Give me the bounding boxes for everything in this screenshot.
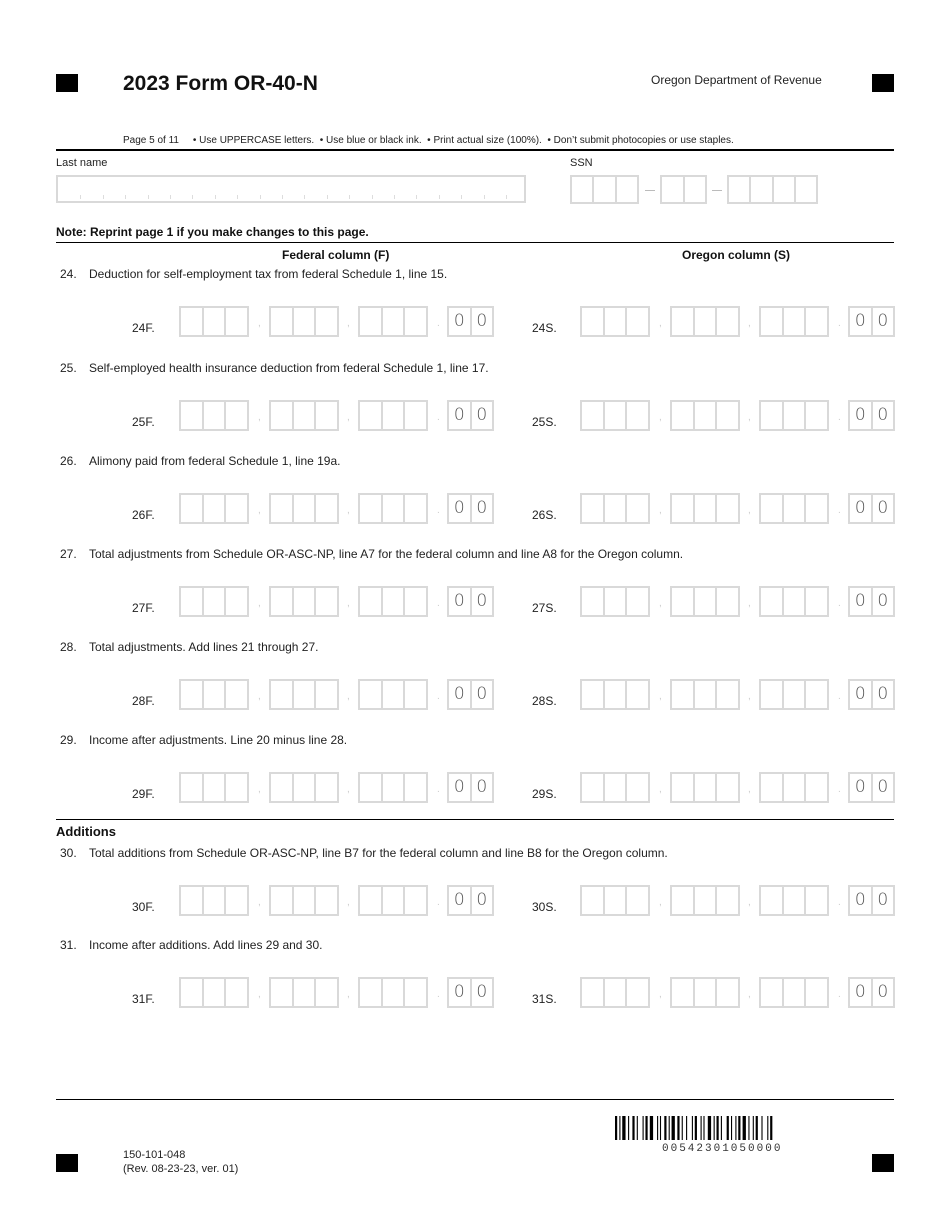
line-26f-amount-group-1[interactable] [179, 493, 249, 524]
character-tick [439, 195, 440, 199]
line-31f-amount-group-2[interactable] [269, 977, 339, 1008]
form-revision: (Rev. 08-23-23, ver. 01) [123, 1163, 239, 1175]
thousands-separator: , [659, 412, 662, 423]
ssn-dash [712, 190, 722, 191]
character-tick [304, 195, 305, 199]
thousands-separator: , [347, 505, 350, 516]
thousands-separator: , [748, 505, 751, 516]
decimal-point: . [838, 505, 841, 516]
line-24s-amount-group-2[interactable] [670, 306, 740, 337]
decimal-point: . [437, 598, 440, 609]
cents-digit: 0 [854, 311, 866, 331]
thousands-separator: , [748, 897, 751, 908]
ssn-field-part3[interactable] [727, 175, 818, 204]
cents-digit: 0 [871, 495, 894, 522]
line-24s-amount-group-1[interactable] [580, 306, 650, 337]
line-28f-amount-group-2[interactable] [269, 679, 339, 710]
character-tick [148, 195, 149, 199]
line-26f-cents[interactable] [447, 493, 494, 524]
line-29f-cents[interactable] [447, 772, 494, 803]
line-28-description [60, 640, 318, 654]
line-number: 24. [60, 267, 77, 281]
cents-digit: 0 [871, 979, 894, 1006]
additions-divider [56, 819, 894, 820]
decimal-point: . [437, 691, 440, 702]
line-30f-amount-group-1[interactable] [179, 885, 249, 916]
cents-digit: 0 [871, 681, 894, 708]
barcode-bar [743, 1116, 746, 1140]
line-26f-amount-group-3[interactable] [358, 493, 428, 524]
line-30f-cents[interactable] [447, 885, 494, 916]
thousands-separator: , [748, 318, 751, 329]
header-divider [56, 149, 894, 151]
line-30f-amount-group-2[interactable] [269, 885, 339, 916]
thousands-separator: , [258, 691, 261, 702]
barcode-bar [650, 1116, 653, 1140]
thousands-separator: , [258, 505, 261, 516]
barcode-bar [701, 1116, 702, 1140]
line-29s-cents[interactable] [848, 772, 895, 803]
cents-digit: 0 [453, 311, 465, 331]
cents-digit: 0 [470, 308, 493, 335]
barcode-bar [664, 1116, 666, 1140]
line-number: 30. [60, 846, 77, 860]
line-28s-amount-group-3[interactable] [759, 679, 829, 710]
line-27f-amount-group-1[interactable] [179, 586, 249, 617]
line-30s-amount-group-3[interactable] [759, 885, 829, 916]
character-tick [192, 195, 193, 199]
decimal-point: . [437, 412, 440, 423]
line-31f-label: 31F. [132, 992, 155, 1006]
line-number: 26. [60, 454, 77, 468]
line-number: 27. [60, 547, 77, 561]
barcode-bar [672, 1116, 675, 1140]
barcode-bar [622, 1116, 625, 1140]
line-30-description [60, 846, 668, 860]
form-number: 150-101-048 [123, 1149, 186, 1161]
barcode-bar [703, 1116, 704, 1140]
line-24s-cents[interactable] [848, 306, 895, 337]
character-tick [125, 195, 126, 199]
character-tick [103, 195, 104, 199]
line-29s-amount-group-3[interactable] [759, 772, 829, 803]
character-tick [461, 195, 462, 199]
line-28s-amount-group-1[interactable] [580, 679, 650, 710]
line-25f-label: 25F. [132, 415, 155, 429]
form-title: 2023 Form OR-40-N [123, 72, 318, 95]
line-text: Income after additions. Add lines 29 and 30. [89, 938, 323, 952]
character-tick [260, 195, 261, 199]
cents-digit: 0 [854, 684, 866, 704]
line-26f-amount-group-2[interactable] [269, 493, 339, 524]
note-divider [56, 242, 894, 243]
barcode-bar [735, 1116, 736, 1140]
decimal-point: . [437, 784, 440, 795]
barcode-bar [748, 1116, 749, 1140]
thousands-separator: , [258, 989, 261, 1000]
decimal-point: . [838, 598, 841, 609]
character-tick [327, 195, 328, 199]
line-25f-amount-group-1[interactable] [179, 400, 249, 431]
cents-digit: 0 [453, 777, 465, 797]
barcode-bar [767, 1116, 768, 1140]
oregon-column-heading: Oregon column (S) [682, 248, 790, 262]
line-24s-amount-group-3[interactable] [759, 306, 829, 337]
line-25s-amount-group-2[interactable] [670, 400, 740, 431]
line-26s-amount-group-1[interactable] [580, 493, 650, 524]
character-tick [394, 195, 395, 199]
barcode-bar [660, 1116, 661, 1140]
line-31s-amount-group-2[interactable] [670, 977, 740, 1008]
barcode-bar [645, 1116, 647, 1140]
decimal-point: . [838, 989, 841, 1000]
line-28s-cents[interactable] [848, 679, 895, 710]
decimal-point: . [838, 897, 841, 908]
line-31s-amount-group-3[interactable] [759, 977, 829, 1008]
line-24f-amount-group-3[interactable] [358, 306, 428, 337]
thousands-separator: , [748, 691, 751, 702]
line-24f-cents[interactable] [447, 306, 494, 337]
barcode-bar [753, 1116, 754, 1140]
reprint-note: Note: Reprint page 1 if you make changes to this page. [56, 225, 369, 239]
thousands-separator: , [258, 784, 261, 795]
line-25f-amount-group-2[interactable] [269, 400, 339, 431]
line-26f-label: 26F. [132, 508, 155, 522]
thousands-separator: , [347, 412, 350, 423]
ssn-dash [645, 190, 655, 191]
thousands-separator: , [347, 691, 350, 702]
line-26-description [60, 454, 340, 468]
barcode-bar [717, 1116, 719, 1140]
line-28s-amount-group-2[interactable] [670, 679, 740, 710]
cents-digit: 0 [871, 774, 894, 801]
line-30s-amount-group-2[interactable] [670, 885, 740, 916]
barcode-bar [657, 1116, 658, 1140]
page-instructions: Page 5 of 11 • Use UPPERCASE letters. • Use blue or black ink. • Print actual size (100%). • Don’t submit photocopies or use staples. [123, 135, 734, 146]
thousands-separator: , [659, 505, 662, 516]
line-text: Deduction for self-employment tax from federal Schedule 1, line 15. [89, 267, 448, 281]
line-27f-amount-group-2[interactable] [269, 586, 339, 617]
cents-digit: 0 [470, 774, 493, 801]
character-tick [416, 195, 417, 199]
line-29f-amount-group-2[interactable] [269, 772, 339, 803]
cents-digit: 0 [470, 887, 493, 914]
barcode-bar [615, 1116, 617, 1140]
line-28f-amount-group-3[interactable] [358, 679, 428, 710]
cents-digit: 0 [871, 308, 894, 335]
cents-digit: 0 [854, 591, 866, 611]
barcode-bar [677, 1116, 679, 1140]
registration-mark-bottom-left [56, 1154, 78, 1172]
line-25s-cents[interactable] [848, 400, 895, 431]
line-31-description [60, 938, 323, 952]
line-number: 25. [60, 361, 77, 375]
line-text: Total adjustments from Schedule OR-ASC-NP, line A7 for the federal column and line A8 for the Oregon column. [89, 547, 684, 561]
line-text: Total adjustments. Add lines 21 through 27. [89, 640, 319, 654]
character-tick [484, 195, 485, 199]
thousands-separator: , [659, 691, 662, 702]
ssn-label: SSN [570, 157, 593, 169]
cents-digit: 0 [871, 402, 894, 429]
line-31s-amount-group-1[interactable] [580, 977, 650, 1008]
line-31s-label: 31S. [532, 992, 557, 1006]
barcode-number: 00542301050000 [662, 1143, 783, 1155]
line-number: 28. [60, 640, 77, 654]
line-27f-amount-group-3[interactable] [358, 586, 428, 617]
line-24f-amount-group-1[interactable] [179, 306, 249, 337]
cents-digit: 0 [854, 405, 866, 425]
line-29s-amount-group-2[interactable] [670, 772, 740, 803]
barcode-bar [632, 1116, 634, 1140]
character-tick [349, 195, 350, 199]
barcode-bar [714, 1116, 715, 1140]
additions-heading: Additions [56, 824, 116, 839]
line-25s-amount-group-1[interactable] [580, 400, 650, 431]
cents-digit: 0 [470, 979, 493, 1006]
decimal-point: . [838, 691, 841, 702]
thousands-separator: , [659, 598, 662, 609]
line-27s-amount-group-3[interactable] [759, 586, 829, 617]
barcode-bar [643, 1116, 644, 1140]
cents-digit: 0 [871, 887, 894, 914]
line-28f-label: 28F. [132, 694, 155, 708]
cents-digit: 0 [453, 890, 465, 910]
registration-mark-bottom-right [872, 1154, 894, 1172]
line-24f-amount-group-2[interactable] [269, 306, 339, 337]
line-28f-amount-group-1[interactable] [179, 679, 249, 710]
decimal-point: . [437, 505, 440, 516]
line-30s-label: 30S. [532, 900, 557, 914]
line-30s-cents[interactable] [848, 885, 895, 916]
line-27s-amount-group-2[interactable] [670, 586, 740, 617]
barcode-bar [682, 1116, 683, 1140]
line-29s-label: 29S. [532, 787, 557, 801]
line-text: Alimony paid from federal Schedule 1, line 19a. [89, 454, 341, 468]
line-31f-amount-group-3[interactable] [358, 977, 428, 1008]
line-25s-amount-group-3[interactable] [759, 400, 829, 431]
decimal-point: . [437, 897, 440, 908]
federal-column-heading: Federal column (F) [282, 248, 390, 262]
line-text: Total additions from Schedule OR-ASC-NP, line B7 for the federal column and line B8 for the Oregon column. [89, 846, 668, 860]
cents-digit: 0 [470, 495, 493, 522]
last-name-label: Last name [56, 157, 108, 169]
thousands-separator: , [347, 989, 350, 1000]
line-26s-label: 26S. [532, 508, 557, 522]
barcode-bar [628, 1116, 629, 1140]
line-24-description [60, 267, 447, 281]
thousands-separator: , [258, 318, 261, 329]
line-27s-cents[interactable] [848, 586, 895, 617]
ssn-field-part1[interactable] [570, 175, 639, 204]
line-27s-amount-group-1[interactable] [580, 586, 650, 617]
line-26s-amount-group-3[interactable] [759, 493, 829, 524]
barcode-bar [708, 1116, 711, 1140]
line-text: Income after adjustments. Line 20 minus line 28. [89, 733, 348, 747]
line-27s-label: 27S. [532, 601, 557, 615]
barcode-bar [756, 1116, 758, 1140]
thousands-separator: , [347, 897, 350, 908]
line-27f-cents[interactable] [447, 586, 494, 617]
line-30s-amount-group-1[interactable] [580, 885, 650, 916]
decimal-point: . [838, 412, 841, 423]
thousands-separator: , [347, 784, 350, 795]
line-24s-label: 24S. [532, 321, 557, 335]
character-tick [215, 195, 216, 199]
thousands-separator: , [258, 412, 261, 423]
line-29f-amount-group-3[interactable] [358, 772, 428, 803]
barcode-bar [761, 1116, 762, 1140]
barcode-bar [686, 1116, 687, 1140]
cents-digit: 0 [453, 982, 465, 1002]
decimal-point: . [838, 318, 841, 329]
thousands-separator: , [659, 784, 662, 795]
character-tick [372, 195, 373, 199]
cents-digit: 0 [470, 588, 493, 615]
thousands-separator: , [347, 318, 350, 329]
ssn-field-part2[interactable] [660, 175, 707, 204]
barcode-bar [721, 1116, 722, 1140]
cents-digit: 0 [854, 498, 866, 518]
line-25-description [60, 361, 489, 375]
cents-digit: 0 [453, 591, 465, 611]
barcode-bar [692, 1116, 693, 1140]
cents-digit: 0 [453, 684, 465, 704]
line-29s-amount-group-1[interactable] [580, 772, 650, 803]
line-30f-amount-group-3[interactable] [358, 885, 428, 916]
line-29-description [60, 733, 347, 747]
barcode-bar [727, 1116, 729, 1140]
line-28f-cents[interactable] [447, 679, 494, 710]
thousands-separator: , [748, 412, 751, 423]
cents-digit: 0 [854, 890, 866, 910]
character-tick [282, 195, 283, 199]
thousands-separator: , [347, 598, 350, 609]
line-text: Self-employed health insurance deduction from federal Schedule 1, line 17. [89, 361, 489, 375]
cents-digit: 0 [871, 588, 894, 615]
thousands-separator: , [258, 598, 261, 609]
line-25f-amount-group-3[interactable] [358, 400, 428, 431]
character-tick [170, 195, 171, 199]
cents-digit: 0 [453, 498, 465, 518]
line-25s-label: 25S. [532, 415, 557, 429]
decimal-point: . [838, 784, 841, 795]
registration-mark-top-left [56, 74, 78, 92]
cents-digit: 0 [470, 402, 493, 429]
line-number: 29. [60, 733, 77, 747]
barcode [615, 1116, 827, 1140]
footer-divider [56, 1099, 894, 1100]
cents-digit: 0 [854, 777, 866, 797]
line-29f-amount-group-1[interactable] [179, 772, 249, 803]
department-name: Oregon Department of Revenue [651, 73, 822, 87]
line-27f-label: 27F. [132, 601, 155, 615]
thousands-separator: , [659, 897, 662, 908]
thousands-separator: , [748, 989, 751, 1000]
decimal-point: . [437, 989, 440, 1000]
barcode-bar [619, 1116, 620, 1140]
line-number: 31. [60, 938, 77, 952]
thousands-separator: , [748, 598, 751, 609]
line-28s-label: 28S. [532, 694, 557, 708]
decimal-point: . [437, 318, 440, 329]
thousands-separator: , [659, 989, 662, 1000]
barcode-bar [770, 1116, 772, 1140]
barcode-bar [637, 1116, 638, 1140]
character-tick [80, 195, 81, 199]
line-31f-cents[interactable] [447, 977, 494, 1008]
line-31f-amount-group-1[interactable] [179, 977, 249, 1008]
thousands-separator: , [748, 784, 751, 795]
line-30f-label: 30F. [132, 900, 155, 914]
barcode-bar [695, 1116, 697, 1140]
cents-digit: 0 [854, 982, 866, 1002]
barcode-bar [669, 1116, 670, 1140]
line-31s-cents[interactable] [848, 977, 895, 1008]
character-tick [237, 195, 238, 199]
thousands-separator: , [659, 318, 662, 329]
line-27-description [60, 547, 683, 561]
cents-digit: 0 [453, 405, 465, 425]
barcode-bar [738, 1116, 740, 1140]
barcode-bar [731, 1116, 732, 1140]
cents-digit: 0 [470, 681, 493, 708]
last-name-field[interactable] [56, 175, 526, 203]
thousands-separator: , [258, 897, 261, 908]
line-26s-amount-group-2[interactable] [670, 493, 740, 524]
line-29f-label: 29F. [132, 787, 155, 801]
line-24f-label: 24F. [132, 321, 155, 335]
line-26s-cents[interactable] [848, 493, 895, 524]
character-tick [506, 195, 507, 199]
line-25f-cents[interactable] [447, 400, 494, 431]
registration-mark-top-right [872, 74, 894, 92]
